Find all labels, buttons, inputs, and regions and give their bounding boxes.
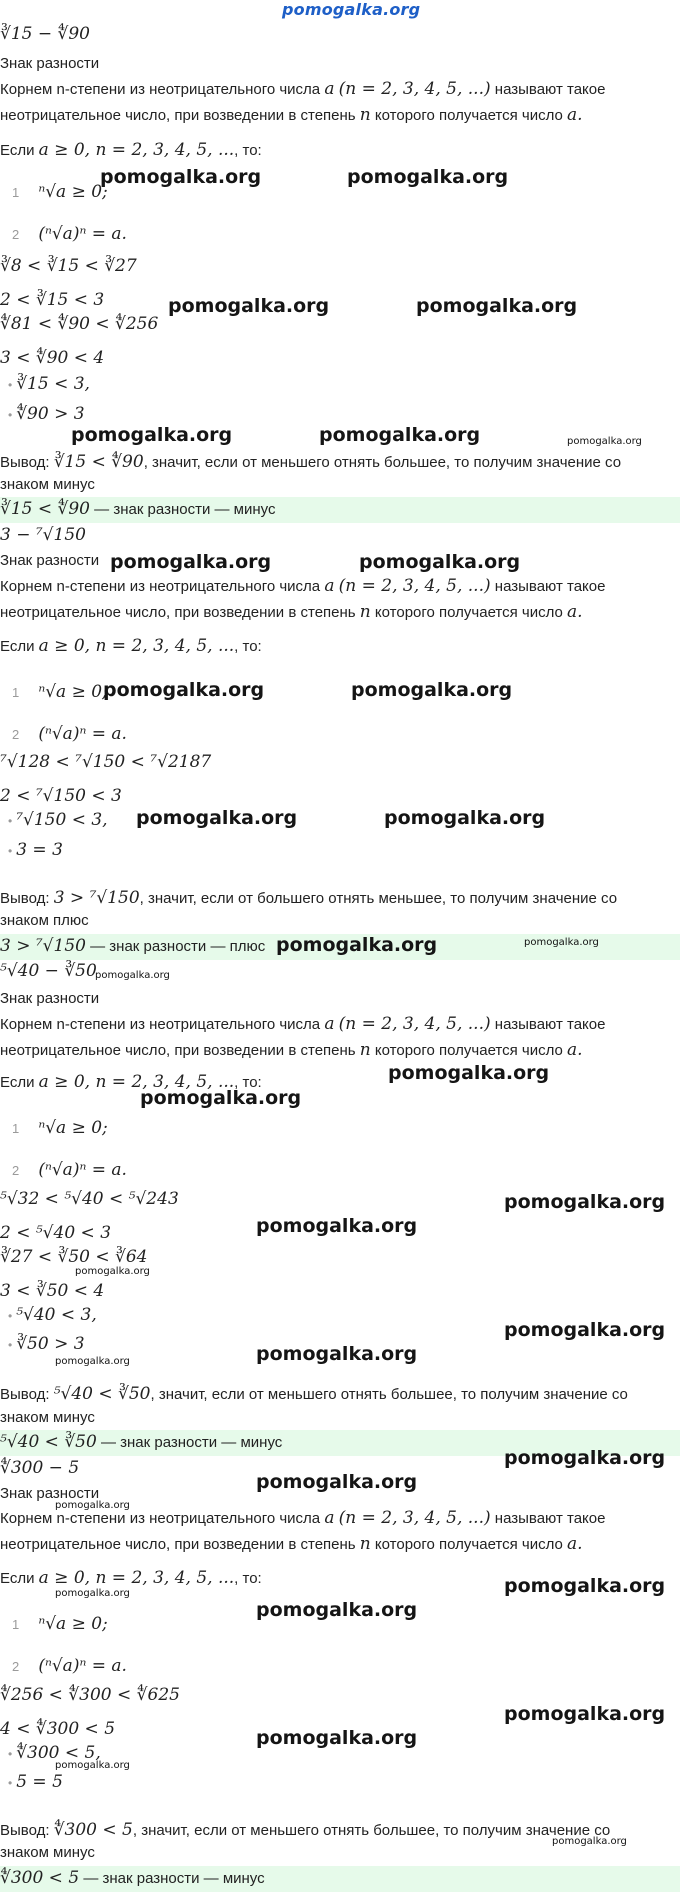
definition-text: Корнем n-степени из неотрицательного числа bbox=[0, 1510, 321, 1527]
bounds-1: ⁷√128 < ⁷√150 < ⁷√2187 bbox=[0, 752, 212, 772]
conclusion-expr: ∛15 < ∜90 bbox=[53, 452, 144, 472]
item-number: 1 bbox=[12, 185, 20, 200]
definition-text: которого получается число bbox=[374, 107, 563, 124]
item-number: 2 bbox=[12, 1659, 20, 1674]
result-line bbox=[0, 936, 265, 956]
result-expr: ∜300 < 5 bbox=[0, 1868, 80, 1888]
property-1: ⁿ√a ≥ 0; bbox=[38, 682, 108, 702]
bullet-dot-icon: • bbox=[8, 1338, 13, 1352]
definition-line-2 bbox=[0, 105, 583, 125]
property-1: ⁿ√a ≥ 0; bbox=[38, 1614, 108, 1634]
watermark: pomogalka.org bbox=[388, 1062, 550, 1084]
math-a: a bbox=[324, 79, 335, 99]
watermark: pomogalka.org bbox=[567, 436, 642, 447]
result-line bbox=[0, 499, 275, 519]
site-title[interactable]: pomogalka.org bbox=[282, 0, 421, 19]
bullet-dot-icon: • bbox=[8, 1776, 13, 1790]
watermark: pomogalka.org bbox=[168, 295, 330, 317]
bullet-item bbox=[0, 404, 85, 424]
definition-line-1 bbox=[0, 79, 605, 99]
property-1: ⁿ√a ≥ 0; bbox=[38, 1118, 108, 1138]
if-prefix: Если bbox=[0, 1570, 35, 1587]
watermark: pomogalka.org bbox=[110, 551, 272, 573]
math-n-range: (n = 2, 3, 4, 5, ...) bbox=[338, 576, 491, 596]
math-n: n bbox=[359, 1534, 371, 1554]
definition-text: которого получается число bbox=[374, 604, 563, 621]
conclusion-line-2: знаком минус bbox=[0, 1844, 95, 1861]
definition-text: неотрицательное число, при возведении в степень bbox=[0, 1042, 356, 1059]
bullet-item bbox=[0, 1772, 63, 1792]
definition-text: Корнем n-степени из неотрицательного числа bbox=[0, 578, 321, 595]
if-condition: a ≥ 0, n = 2, 3, 4, 5, ... bbox=[38, 1568, 235, 1588]
definition-text: неотрицательное число, при возведении в степень bbox=[0, 107, 356, 124]
conclusion-text: , значит, если от меньшего отнять большее, то получим значение со bbox=[143, 454, 622, 471]
watermark: pomogalka.org bbox=[136, 807, 298, 829]
result-expr: 3 > ⁷√150 bbox=[0, 936, 86, 956]
conclusion-text: , значит, если от меньшего отнять большее, то получим значение со bbox=[150, 1386, 628, 1403]
definition-text: называют такое bbox=[494, 1510, 606, 1527]
property-item-1 bbox=[12, 682, 108, 702]
bullet-text: ∜300 < 5, bbox=[16, 1743, 101, 1763]
if-condition: a ≥ 0, n = 2, 3, 4, 5, ... bbox=[38, 636, 235, 656]
conclusion-label: Вывод: bbox=[0, 1386, 50, 1403]
watermark: pomogalka.org bbox=[256, 1343, 418, 1365]
conclusion-expr: ⁵√40 < ∛50 bbox=[53, 1384, 151, 1404]
conclusion-label: Вывод: bbox=[0, 454, 50, 471]
property-2: (ⁿ√a)ⁿ = a. bbox=[38, 724, 127, 744]
bullet-dot-icon: • bbox=[8, 844, 13, 858]
result-text: — знак разности — минус bbox=[79, 1870, 265, 1887]
math-n-range: (n = 2, 3, 4, 5, ...) bbox=[338, 1014, 491, 1034]
property-item-1 bbox=[12, 1614, 108, 1634]
if-suffix: , то: bbox=[234, 1074, 262, 1091]
item-number: 2 bbox=[12, 727, 20, 742]
bounds-1: ⁵√32 < ⁵√40 < ⁵√243 bbox=[0, 1189, 179, 1209]
definition-text: называют такое bbox=[494, 1016, 606, 1033]
definition-line-2 bbox=[0, 1040, 583, 1060]
bounds-2b: 3 < ∜90 < 4 bbox=[0, 348, 105, 368]
bullet-item bbox=[0, 810, 108, 830]
conclusion-expr: ∜300 < 5 bbox=[53, 1820, 133, 1840]
item-number: 2 bbox=[12, 227, 20, 242]
watermark: pomogalka.org bbox=[552, 1836, 627, 1847]
bullet-text: 3 = 3 bbox=[16, 840, 63, 860]
watermark: pomogalka.org bbox=[319, 424, 481, 446]
label-sign-diff-1: Знак разности bbox=[0, 55, 100, 72]
property-item-2 bbox=[12, 1160, 127, 1180]
watermark: pomogalka.org bbox=[140, 1087, 302, 1109]
watermark: pomogalka.org bbox=[100, 166, 262, 188]
if-suffix: , то: bbox=[234, 1570, 262, 1587]
bounds-1b: 2 < ⁵√40 < 3 bbox=[0, 1223, 112, 1243]
watermark: pomogalka.org bbox=[256, 1727, 418, 1749]
watermark: pomogalka.org bbox=[276, 934, 438, 956]
bullet-item bbox=[0, 374, 90, 394]
bullet-text: ∛15 < 3, bbox=[16, 374, 90, 394]
conclusion-line bbox=[0, 888, 617, 908]
watermark: pomogalka.org bbox=[55, 1588, 130, 1599]
property-item-2 bbox=[12, 1656, 127, 1676]
math-n: n bbox=[359, 1040, 371, 1060]
bullet-text: ∜90 > 3 bbox=[16, 404, 85, 424]
property-1: ⁿ√a ≥ 0; bbox=[38, 182, 108, 202]
if-line bbox=[0, 140, 262, 160]
bounds-1: ∛8 < ∛15 < ∛27 bbox=[0, 256, 137, 276]
bullet-dot-icon: • bbox=[8, 408, 13, 422]
item-number: 1 bbox=[12, 685, 20, 700]
watermark: pomogalka.org bbox=[504, 1191, 666, 1213]
definition-text: Корнем n-степени из неотрицательного числа bbox=[0, 1016, 321, 1033]
if-prefix: Если bbox=[0, 1074, 35, 1091]
watermark: pomogalka.org bbox=[359, 551, 521, 573]
property-2: (ⁿ√a)ⁿ = a. bbox=[38, 224, 127, 244]
watermark: pomogalka.org bbox=[384, 807, 546, 829]
definition-text: называют такое bbox=[494, 578, 606, 595]
definition-line-1 bbox=[0, 1508, 605, 1528]
watermark: pomogalka.org bbox=[347, 166, 509, 188]
label-sign-diff-4: Знак разности bbox=[0, 1485, 100, 1502]
expression-4: ∜300 − 5 bbox=[0, 1458, 80, 1478]
bullet-text: ⁵√40 < 3, bbox=[16, 1305, 97, 1325]
watermark: pomogalka.org bbox=[524, 937, 599, 948]
definition-text: неотрицательное число, при возведении в степень bbox=[0, 1536, 356, 1553]
property-item-1 bbox=[12, 182, 108, 202]
result-text: — знак разности — минус bbox=[96, 1434, 283, 1451]
item-number: 1 bbox=[12, 1617, 20, 1632]
result-text: — знак разности — минус bbox=[89, 501, 276, 518]
definition-line-2 bbox=[0, 1534, 583, 1554]
result-expr: ∛15 < ∜90 bbox=[0, 499, 90, 519]
item-number: 1 bbox=[12, 1121, 20, 1136]
definition-line-2 bbox=[0, 602, 583, 622]
property-2: (ⁿ√a)ⁿ = a. bbox=[38, 1656, 127, 1676]
if-prefix: Если bbox=[0, 638, 35, 655]
math-a: a. bbox=[567, 602, 583, 622]
definition-text: неотрицательное число, при возведении в степень bbox=[0, 604, 356, 621]
bullet-item bbox=[0, 1305, 97, 1325]
bullet-dot-icon: • bbox=[8, 1309, 13, 1323]
property-item-2 bbox=[12, 724, 127, 744]
bounds-1b: 2 < ⁷√150 < 3 bbox=[0, 786, 122, 806]
definition-text: которого получается число bbox=[374, 1536, 563, 1553]
conclusion-line bbox=[0, 1820, 610, 1840]
bullet-dot-icon: • bbox=[8, 1747, 13, 1761]
item-number: 2 bbox=[12, 1163, 20, 1178]
watermark: pomogalka.org bbox=[55, 1760, 130, 1771]
result-line bbox=[0, 1868, 265, 1888]
expression-2: 3 − ⁷√150 bbox=[0, 525, 86, 545]
definition-line-1 bbox=[0, 576, 605, 596]
watermark: pomogalka.org bbox=[256, 1599, 418, 1621]
watermark: pomogalka.org bbox=[55, 1500, 130, 1511]
if-line bbox=[0, 1568, 262, 1588]
if-condition: a ≥ 0, n = 2, 3, 4, 5, ... bbox=[38, 1072, 235, 1092]
if-condition: a ≥ 0, n = 2, 3, 4, 5, ... bbox=[38, 140, 235, 160]
label-sign-diff-2: Знак разности bbox=[0, 552, 100, 569]
conclusion-line-2: знаком плюс bbox=[0, 912, 89, 929]
math-a: a bbox=[324, 576, 335, 596]
watermark: pomogalka.org bbox=[55, 1356, 130, 1367]
property-2: (ⁿ√a)ⁿ = a. bbox=[38, 1160, 127, 1180]
if-line bbox=[0, 636, 262, 656]
math-a: a bbox=[324, 1014, 335, 1034]
bullet-text: ∛50 > 3 bbox=[16, 1334, 85, 1354]
watermark: pomogalka.org bbox=[95, 970, 170, 981]
if-suffix: , то: bbox=[234, 638, 262, 655]
result-line bbox=[0, 1432, 282, 1452]
bullet-item bbox=[0, 840, 63, 860]
watermark: pomogalka.org bbox=[504, 1447, 666, 1469]
watermark: pomogalka.org bbox=[504, 1703, 666, 1725]
result-text: — знак разности — плюс bbox=[85, 938, 266, 955]
math-n: n bbox=[359, 602, 371, 622]
definition-text: которого получается число bbox=[374, 1042, 563, 1059]
math-a: a. bbox=[567, 1534, 583, 1554]
bounds-1b: 4 < ∜300 < 5 bbox=[0, 1719, 116, 1739]
watermark: pomogalka.org bbox=[256, 1215, 418, 1237]
watermark: pomogalka.org bbox=[75, 1266, 150, 1277]
if-prefix: Если bbox=[0, 142, 35, 159]
conclusion-label: Вывод: bbox=[0, 890, 50, 907]
watermark: pomogalka.org bbox=[416, 295, 578, 317]
math-a: a. bbox=[567, 1040, 583, 1060]
watermark: pomogalka.org bbox=[504, 1319, 666, 1341]
bullet-dot-icon: • bbox=[8, 814, 13, 828]
bullet-text: 5 = 5 bbox=[16, 1772, 63, 1792]
conclusion-label: Вывод: bbox=[0, 1822, 50, 1839]
math-a: a. bbox=[567, 105, 583, 125]
bullet-dot-icon: • bbox=[8, 378, 13, 392]
expression-3: ⁵√40 − ∛50 bbox=[0, 961, 97, 981]
bounds-2: ∛27 < ∛50 < ∛64 bbox=[0, 1247, 148, 1267]
conclusion-text: , значит, если от меньшего отнять большее, то получим значение со bbox=[132, 1822, 611, 1839]
conclusion-text: , значит, если от большего отнять меньшее, то получим значение со bbox=[139, 890, 618, 907]
watermark: pomogalka.org bbox=[504, 1575, 666, 1597]
math-n-range: (n = 2, 3, 4, 5, ...) bbox=[338, 1508, 491, 1528]
bounds-1: ∜256 < ∜300 < ∜625 bbox=[0, 1685, 180, 1705]
conclusion-expr: 3 > ⁷√150 bbox=[53, 888, 140, 908]
if-suffix: , то: bbox=[234, 142, 262, 159]
math-n-range: (n = 2, 3, 4, 5, ...) bbox=[338, 79, 491, 99]
definition-text: Корнем n-степени из неотрицательного числа bbox=[0, 81, 321, 98]
conclusion-line-2: знаком минус bbox=[0, 1409, 95, 1426]
bullet-item bbox=[0, 1334, 85, 1354]
bounds-2: ∜81 < ∜90 < ∜256 bbox=[0, 314, 159, 334]
conclusion-line-2: знаком минус bbox=[0, 476, 95, 493]
result-expr: ⁵√40 < ∛50 bbox=[0, 1432, 97, 1452]
watermark: pomogalka.org bbox=[103, 679, 265, 701]
watermark: pomogalka.org bbox=[351, 679, 513, 701]
conclusion-line bbox=[0, 1384, 628, 1404]
definition-text: называют такое bbox=[494, 81, 606, 98]
definition-line-1 bbox=[0, 1014, 605, 1034]
math-n: n bbox=[359, 105, 371, 125]
bounds-2b: 3 < ∛50 < 4 bbox=[0, 1281, 105, 1301]
bounds-1b: 2 < ∛15 < 3 bbox=[0, 290, 105, 310]
property-item-1 bbox=[12, 1118, 108, 1138]
math-a: a bbox=[324, 1508, 335, 1528]
conclusion-line bbox=[0, 452, 621, 472]
watermark: pomogalka.org bbox=[256, 1471, 418, 1493]
watermark: pomogalka.org bbox=[71, 424, 233, 446]
bullet-text: ⁷√150 < 3, bbox=[16, 810, 108, 830]
label-sign-diff-3: Знак разности bbox=[0, 990, 100, 1007]
property-item-2 bbox=[12, 224, 127, 244]
expression-1: ∛15 − ∜90 bbox=[0, 24, 90, 44]
